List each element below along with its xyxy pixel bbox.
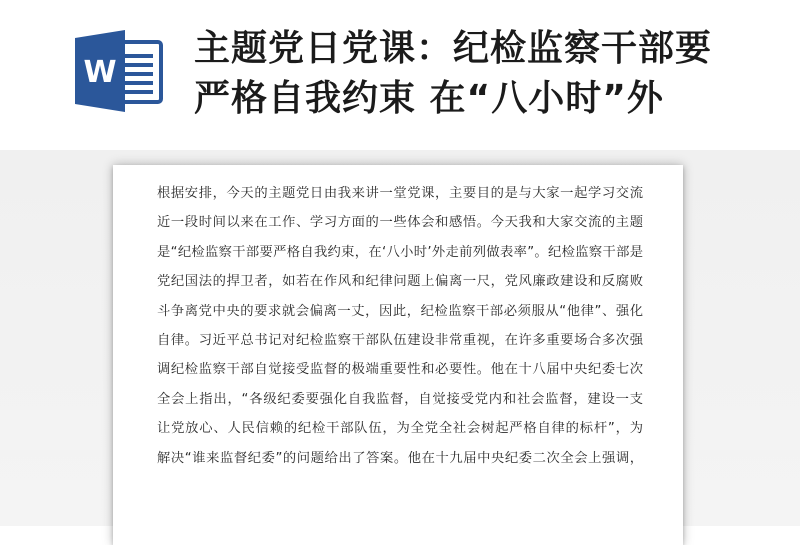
word-icon-letter: W bbox=[83, 55, 117, 90]
body-line: 近一段时间以来在工作、学习方面的一些体会和感悟。今天我和大家交流的主题 bbox=[157, 215, 643, 231]
body-line: 是“纪检监察干部要严格自我约束，在‘八小时’外走前列做表率”。纪检监察干部是 bbox=[157, 244, 643, 260]
title-line-2: 严格自我约束 在“八小时”外 bbox=[194, 78, 664, 119]
document-body bbox=[157, 179, 643, 473]
body-line: 根据安排，今天的主题党日由我来讲一堂党课，主要目的是与大家一起学习交流 bbox=[157, 186, 643, 201]
document-title bbox=[194, 24, 784, 124]
body-line: 斗争离党中央的要求就会偏离一丈，因此，纪检监察干部必须服从“他律”、强化 bbox=[157, 303, 643, 319]
header bbox=[0, 0, 800, 150]
body-line: 全会上指出，“各级纪委要强化自我监督，自觉接受党内和社会监督，建设一支 bbox=[157, 391, 643, 407]
body-line: 党纪国法的捍卫者，如若在作风和纪律问题上偏离一尺，党风廉政建设和反腐败 bbox=[157, 274, 643, 290]
document-page[interactable] bbox=[113, 165, 683, 545]
body-line: 自律。习近平总书记对纪检监察干部队伍建设非常重视，在许多重要场合多次强 bbox=[157, 333, 643, 349]
word-icon bbox=[75, 30, 165, 112]
body-line: 让党放心、人民信赖的纪检干部队伍，为全党全社会树起严格自律的标杆”，为 bbox=[157, 421, 643, 437]
title-line-1: 主题党日党课：纪检监察干部要 bbox=[194, 28, 713, 69]
body-line: 调纪检监察干部自觉接受监督的极端重要性和必要性。他在十八届中央纪委七次 bbox=[157, 362, 643, 378]
body-line: 解决“谁来监督纪委”的问题给出了答案。他在十九届中央纪委二次全会上强调， bbox=[157, 450, 643, 466]
